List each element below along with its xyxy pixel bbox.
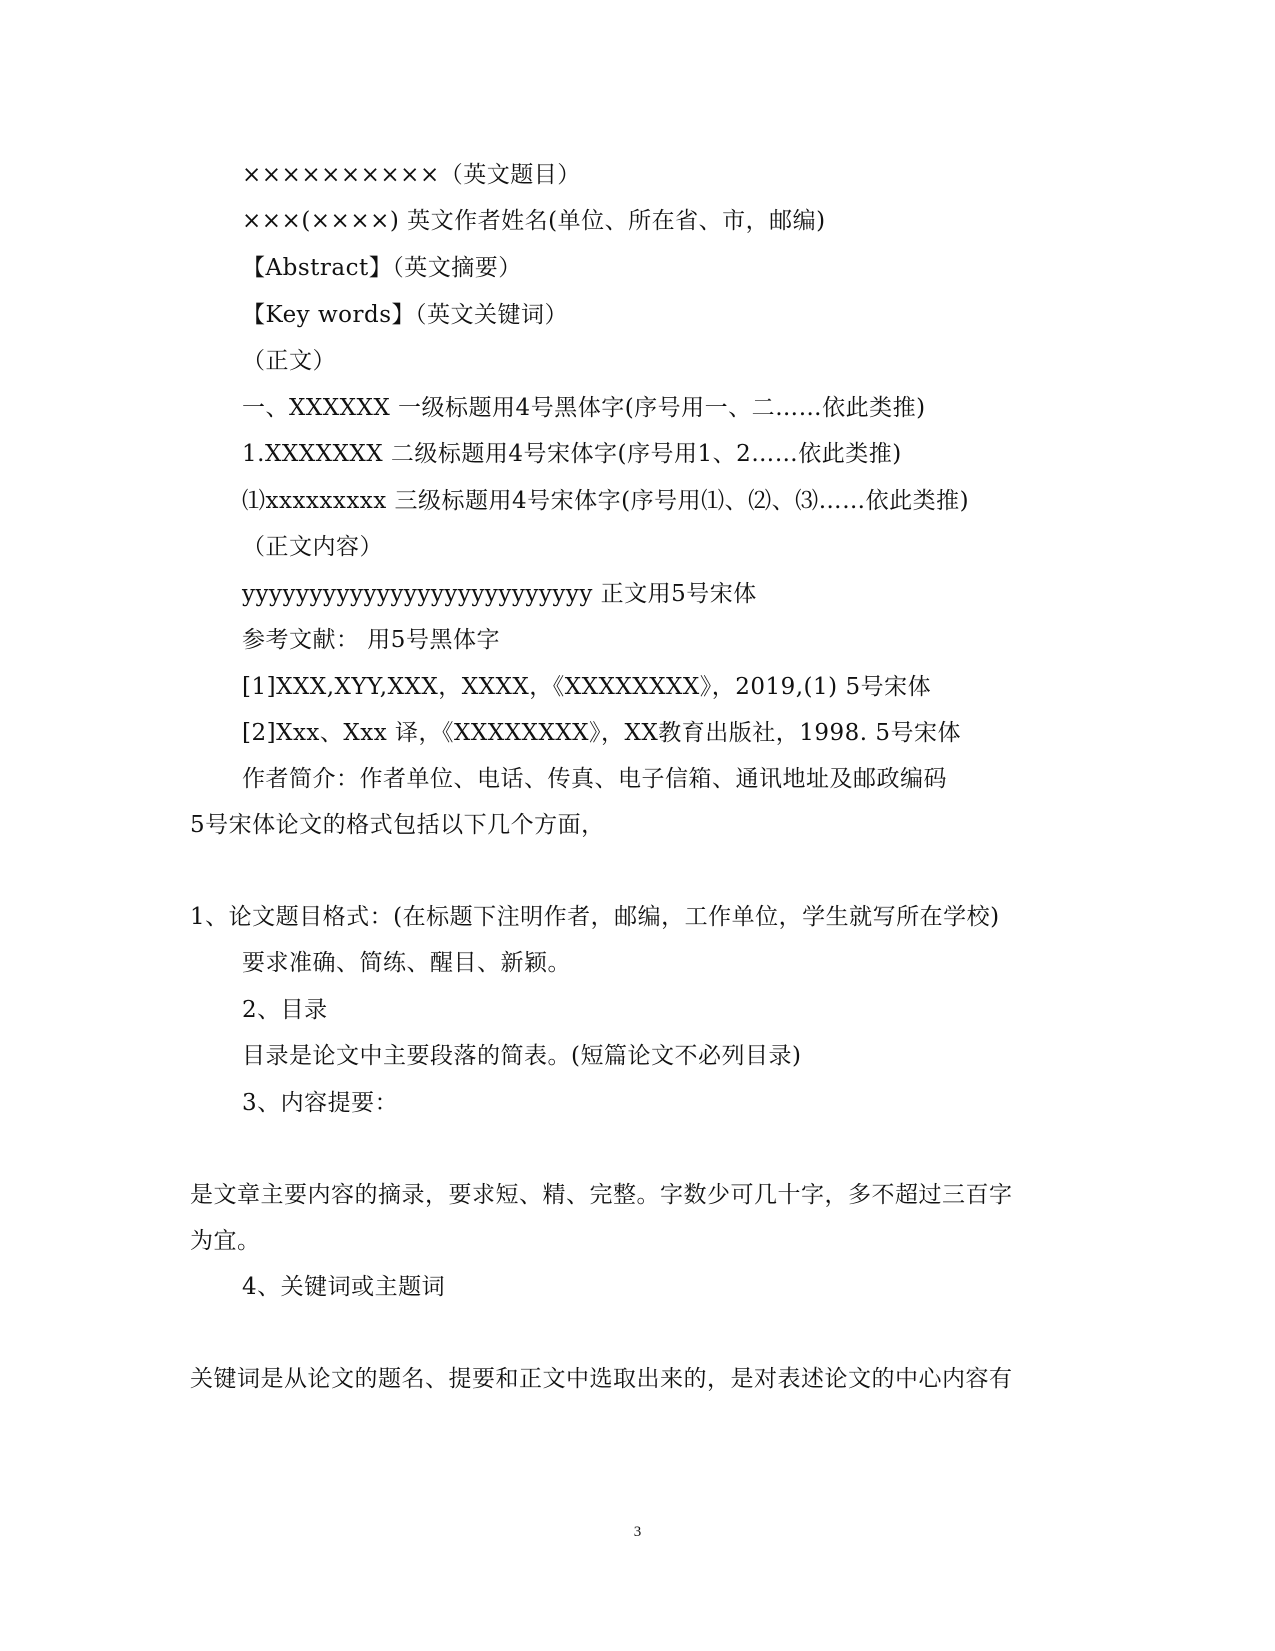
english-author-line: ×××(××××) 英文作者姓名(单位、所在省、市，邮编) (242, 208, 826, 234)
page-number: 3 (633, 1524, 642, 1540)
section-3-summary-line: 3、内容提要： (242, 1090, 399, 1116)
abstract-line: 【Abstract】（英文摘要） (242, 255, 522, 281)
section-1-title-format-line: 1、论文题目格式：(在标题下注明作者，邮编，工作单位，学生就写所在学校) (190, 904, 1000, 930)
reference-2-line: [2]Xxx、Xxx 译，《XXXXXXXX》，XX教育出版社，1998. 5号宋体 (242, 720, 962, 746)
summary-description-line: 是文章主要内容的摘录，要求短、精、完整。字数少可几十字，多不超过三百字 (190, 1182, 1013, 1208)
title-requirement-line: 要求准确、简练、醒目、新颖。 (242, 950, 571, 976)
summary-description-continued-line: 为宜。 (190, 1228, 261, 1254)
toc-description-line: 目录是论文中主要段落的简表。(短篇论文不必列目录) (242, 1043, 802, 1069)
reference-1-line: [1]XXX,XYY,XXX，XXXX，《XXXXXXXX》，2019,(1) 5号宋体 (242, 674, 932, 700)
references-heading-line: 参考文献： 用5号黑体字 (242, 627, 500, 653)
keywords-description-line: 关键词是从论文的题名、提要和正文中选取出来的，是对表述论文的中心内容有 (190, 1366, 1013, 1392)
keywords-line: 【Key words】（英文关键词） (242, 302, 569, 328)
section-2-toc-line: 2、目录 (242, 997, 328, 1023)
section-4-keywords-line: 4、关键词或主题词 (242, 1274, 446, 1300)
english-title-line: ××××××××××（英文题目） (242, 162, 581, 188)
author-bio-line: 作者简介：作者单位、电话、传真、电子信箱、通讯地址及邮政编码 (242, 766, 947, 792)
level-2-heading-line: 1.XXXXXXX 二级标题用4号宋体字(序号用1、2……依此类推) (242, 441, 902, 467)
level-1-heading-line: 一、XXXXXX 一级标题用4号黑体字(序号用一、二……依此类推) (242, 395, 926, 421)
level-3-heading-line: ⑴xxxxxxxxx 三级标题用4号宋体字(序号用⑴、⑵、⑶……依此类推) (242, 488, 970, 514)
body-content-label-line: （正文内容） (242, 534, 383, 560)
body-label-line: （正文） (242, 348, 336, 374)
body-text-line: yyyyyyyyyyyyyyyyyyyyyyyyyy 正文用5号宋体 (242, 581, 757, 607)
format-intro-line: 5号宋体论文的格式包括以下几个方面， (190, 812, 605, 838)
